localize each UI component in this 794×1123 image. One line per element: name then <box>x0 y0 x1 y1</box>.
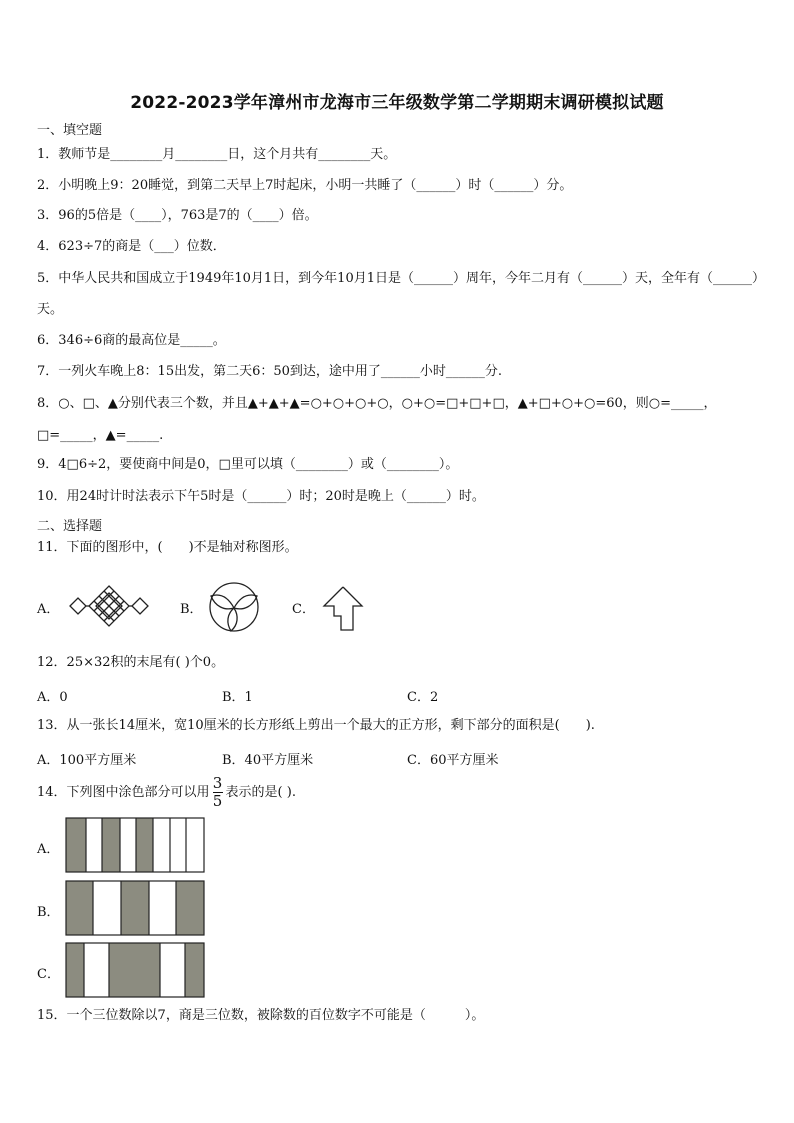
fraction-denominator: 5 <box>212 792 223 810</box>
q11-option-c-label: C． <box>292 602 315 617</box>
section-heading-fill: 一、填空题 <box>37 123 103 138</box>
q14-option-a-label: A． <box>37 842 60 857</box>
knot-figure-icon <box>68 583 150 629</box>
page-title: 2022-2023学年漳州市龙海市三年级数学第二学期期末调研模拟试题 <box>130 93 664 113</box>
question-10: 10．用24时计时法表示下午5时是（______）时；20时是晚上（______）时。 <box>37 489 485 504</box>
question-4: 4．623÷7的商是（___）位数． <box>37 239 226 254</box>
q14-option-b-label: B． <box>37 905 60 920</box>
q14-option-c-label: C． <box>37 967 60 982</box>
fraction-three-fifths <box>213 775 223 810</box>
q12-option-c: C．2 <box>407 690 439 705</box>
q12-option-b: B．1 <box>222 690 253 705</box>
question-8: 8．○、□、▲分别代表三个数，并且▲+▲+▲=○+○+○+○，○+○=□+□+□，▲+□+○+○=60，则○=_____，□=_____，▲=_____. <box>37 396 717 443</box>
question-13: 13．从一张长14厘米，宽10厘米的长方形纸上剪出一个最大的正方形，剩下部分的面积是( ). <box>37 718 595 733</box>
q13-option-a: A．100平方厘米 <box>37 753 137 768</box>
strip-figure-b <box>65 880 205 936</box>
q11-option-b-label: B． <box>180 602 203 617</box>
arrow-figure-icon <box>322 585 364 633</box>
question-12: 12．25×32积的末尾有( )个0。 <box>37 655 225 670</box>
question-5: 5．中华人民共和国成立于1949年10月1日，到今年10月1日是（______）周年，今年二月有（______）天，全年有（______）天。 <box>37 271 759 317</box>
q13-option-b: B．40平方厘米 <box>222 753 314 768</box>
strip-figure-c <box>65 942 205 998</box>
q13-option-c: C．60平方厘米 <box>407 753 499 768</box>
question-9: 9．4□6÷2，要使商中间是0，□里可以填（________）或（________）。 <box>37 457 459 472</box>
question-3: 3．96的5倍是（____），763是7的（____）倍。 <box>37 208 318 223</box>
fraction-numerator: 3 <box>212 774 223 792</box>
question-15: 15．一个三位数除以7，商是三位数，被除数的百位数字不可能是（ ）。 <box>37 1008 485 1023</box>
section-heading-choice: 二、选择题 <box>37 519 103 534</box>
strip-figure-a <box>65 817 205 873</box>
question-1: 1．教师节是________月________日，这个月共有________天。 <box>37 147 397 162</box>
q12-option-a: A．0 <box>37 690 68 705</box>
question-7: 7．一列火车晚上8：15出发，第二天6：50到达，途中用了______小时______分. <box>37 364 503 379</box>
circle-leaves-figure-icon <box>206 581 262 633</box>
question-2: 2．小明晚上9：20睡觉，到第二天早上7时起床，小明一共睡了（______）时（______）分。 <box>37 178 573 193</box>
q14-text-after: 表示的是( ). <box>225 785 296 800</box>
q14-text-before: 14．下列图中涂色部分可以用 <box>37 785 210 800</box>
question-14 <box>37 772 759 814</box>
question-11: 11．下面的图形中，( )不是轴对称图形。 <box>37 540 298 555</box>
question-6: 6．346÷6商的最高位是_____。 <box>37 333 226 348</box>
q11-option-a-label: A． <box>37 602 60 617</box>
